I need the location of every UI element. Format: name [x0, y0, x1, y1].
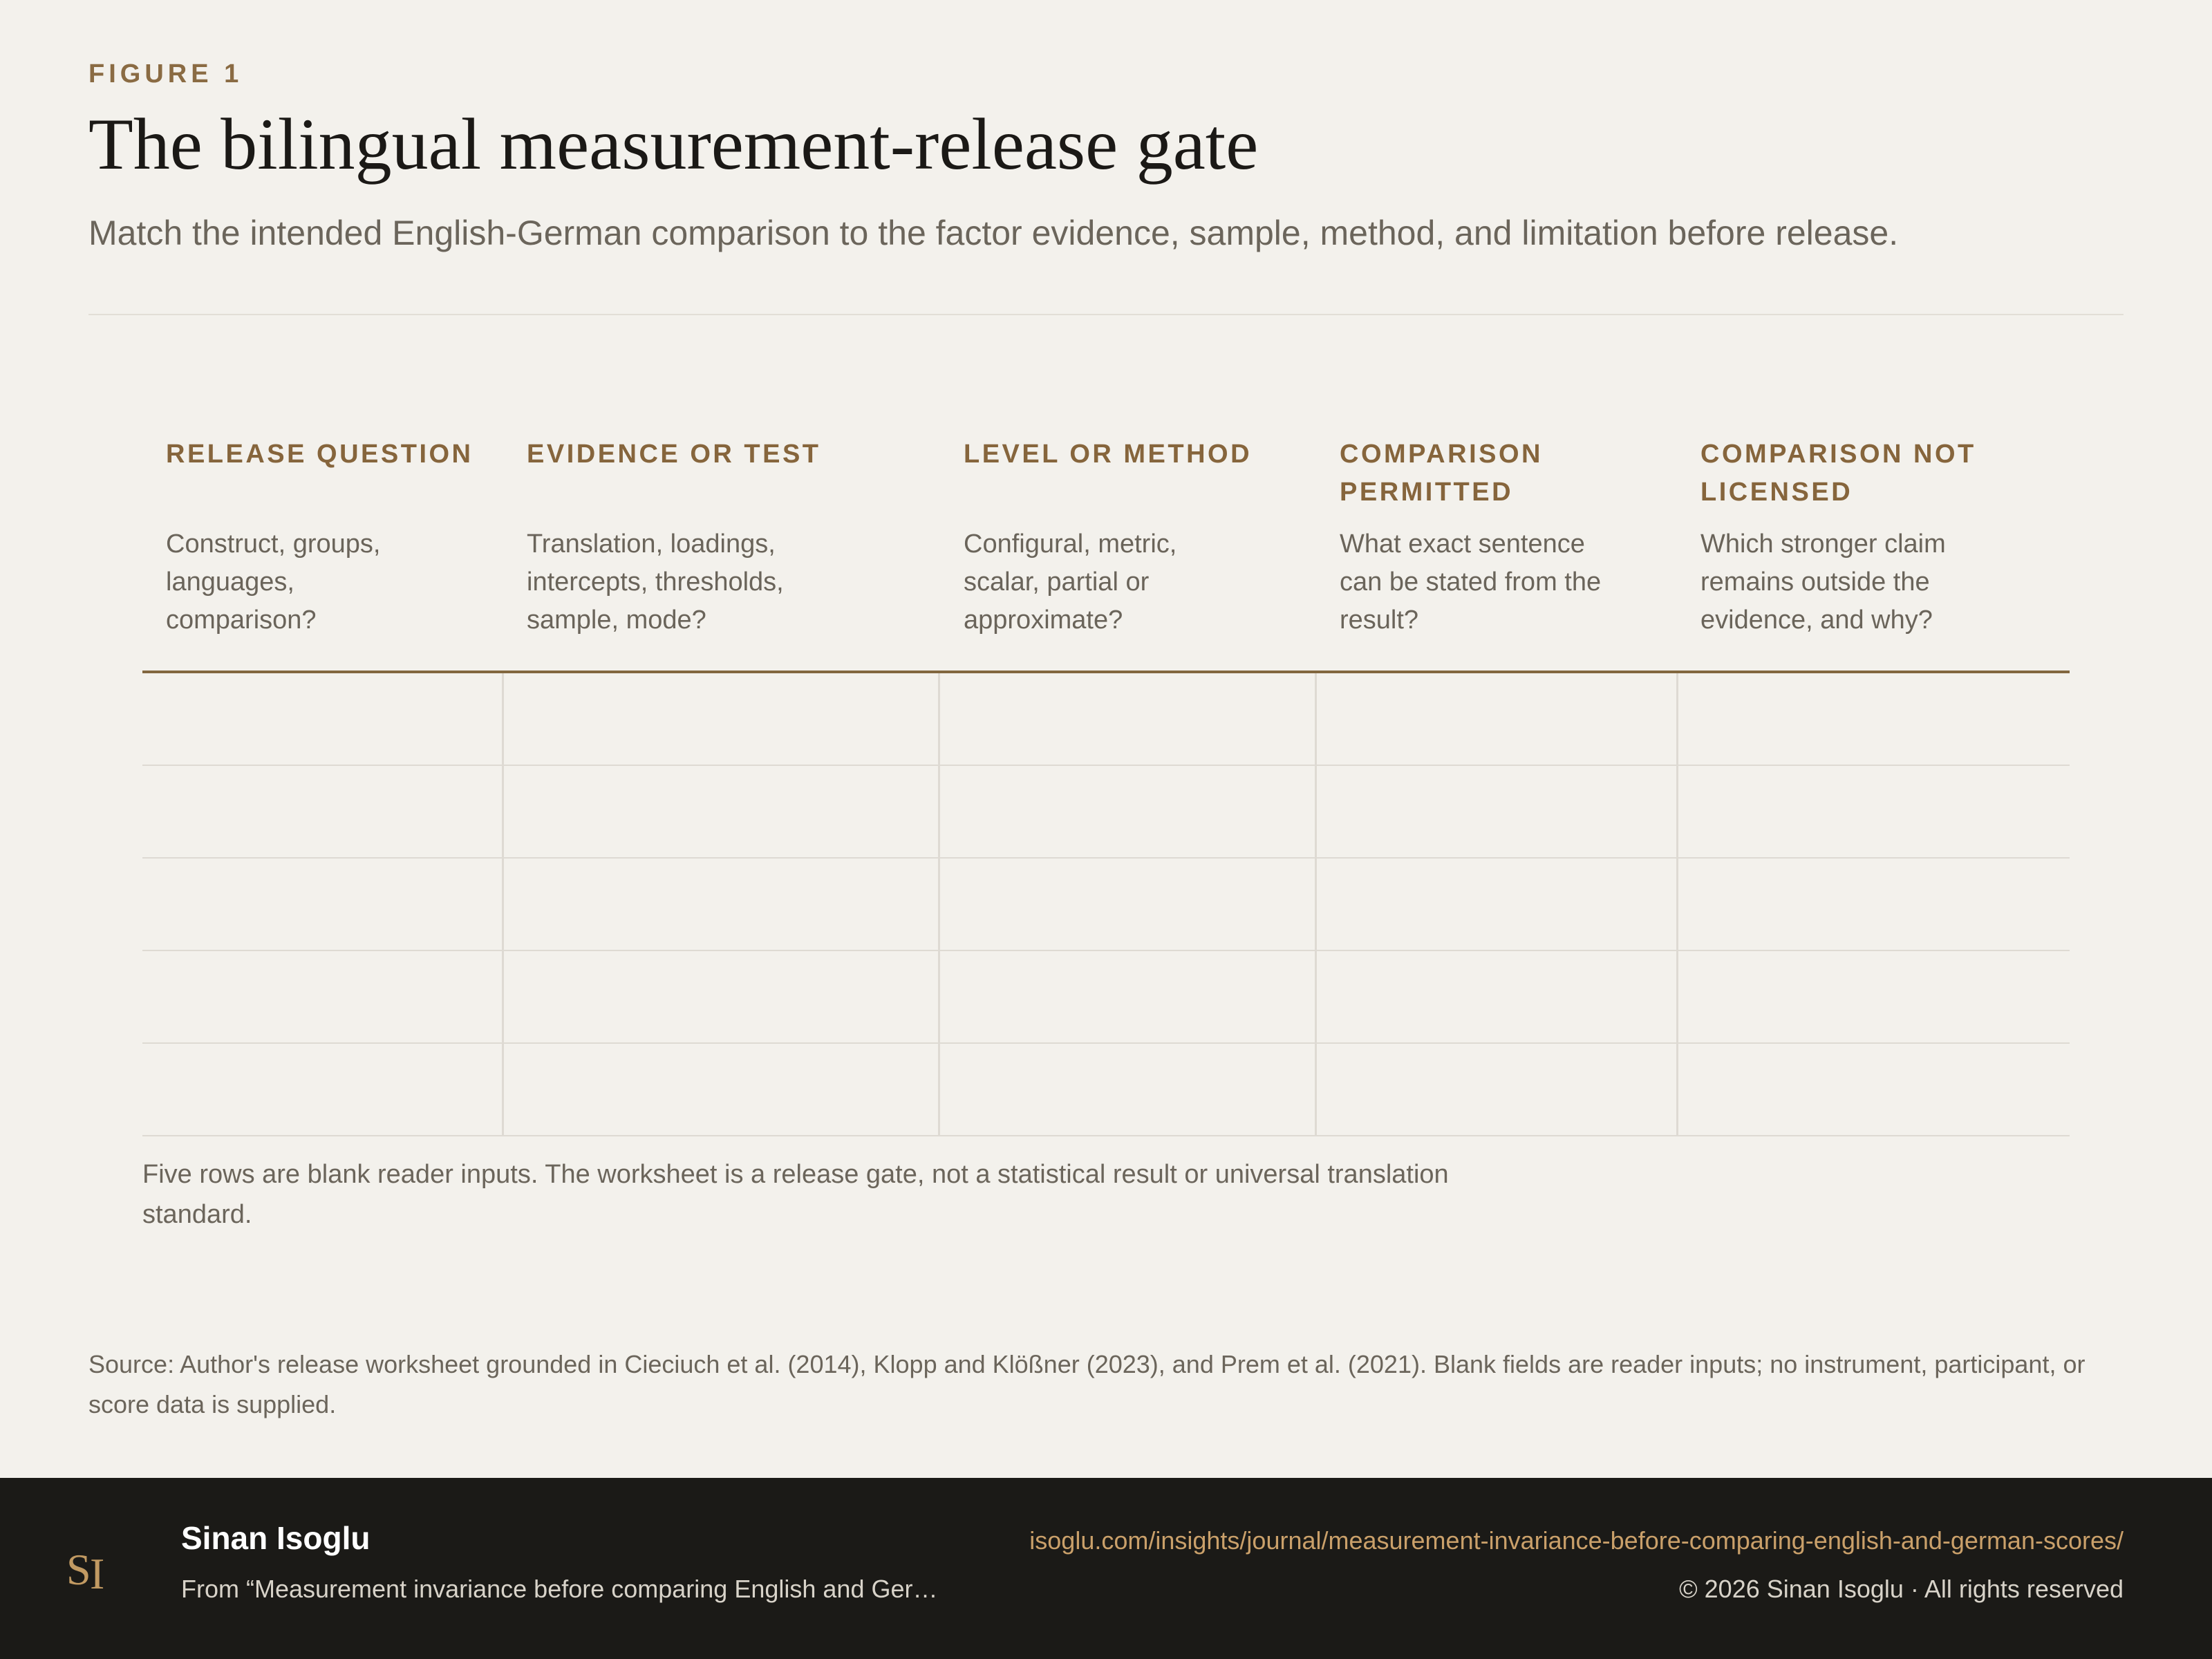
input-cell[interactable] — [142, 951, 504, 1044]
input-cell[interactable] — [940, 766, 1317, 859]
input-cell[interactable] — [1678, 766, 2070, 859]
column-label: COMPARISON PERMITTED — [1340, 440, 1543, 507]
worksheet-row — [142, 1044, 2070, 1136]
input-cell[interactable] — [142, 1044, 504, 1136]
input-cell[interactable] — [940, 951, 1317, 1044]
column-header-comparison-not-licensed — [1700, 435, 2005, 635]
input-cell[interactable] — [1317, 859, 1678, 951]
worksheet-row — [142, 766, 2070, 859]
input-cell[interactable] — [1678, 1044, 2070, 1136]
input-cell[interactable] — [142, 859, 504, 951]
article-reference: From “Measurement invariance before comparing English and Ger… — [181, 1575, 938, 1603]
input-cell[interactable] — [1317, 1044, 1678, 1136]
worksheet-note: Five rows are blank reader inputs. The worksheet is a release gate, not a statistical result or universal translation standard. — [142, 1160, 1449, 1229]
input-cell[interactable] — [504, 1044, 940, 1136]
column-prompt: Which stronger claim remains outside the evidence, and why? — [1700, 529, 1946, 635]
column-label: LEVEL OR METHOD — [964, 440, 1253, 469]
input-cell[interactable] — [504, 951, 940, 1044]
input-cell[interactable] — [142, 673, 504, 766]
column-header-evidence-or-test — [527, 435, 928, 635]
column-prompt: What exact sentence can be stated from the result? — [1340, 529, 1602, 635]
article-url-link[interactable]: isoglu.com/insights/journal/measurement-invariance-before-comparing-english-and-german-scores/ — [1029, 1526, 2124, 1555]
input-cell[interactable] — [1317, 951, 1678, 1044]
input-cell[interactable] — [1678, 951, 2070, 1044]
column-prompt: Construct, groups, languages, comparison? — [166, 529, 381, 635]
si-monogram-logo — [65, 1539, 120, 1601]
source-note: Source: Author's release worksheet grounded in Cieciuch et al. (2014), Klopp and Klößner (2023), and Prem et al. (2021). Blank fields are reader inputs; no instrument, participant, or score data is supplied. — [88, 1350, 2086, 1418]
figure-title: The bilingual measurement-release gate — [88, 104, 1259, 185]
input-cell[interactable] — [504, 766, 940, 859]
input-cell[interactable] — [1317, 673, 1678, 766]
column-label: EVIDENCE OR TEST — [527, 440, 821, 469]
input-cell[interactable] — [940, 673, 1317, 766]
input-cell[interactable] — [1317, 766, 1678, 859]
svg-text:I: I — [90, 1549, 105, 1598]
column-header-release-question — [166, 435, 498, 635]
input-cell[interactable] — [142, 766, 504, 859]
header-divider — [88, 314, 2124, 315]
figure-eyebrow: FIGURE 1 — [88, 59, 243, 88]
input-cell[interactable] — [1678, 859, 2070, 951]
column-header-level-or-method — [964, 435, 1295, 635]
worksheet-row — [142, 951, 2070, 1044]
worksheet-row — [142, 859, 2070, 951]
input-cell[interactable] — [504, 859, 940, 951]
svg-text:S: S — [66, 1545, 91, 1594]
column-label: RELEASE QUESTION — [166, 440, 474, 469]
input-cell[interactable] — [940, 859, 1317, 951]
input-cell[interactable] — [1678, 673, 2070, 766]
worksheet-row — [142, 673, 2070, 766]
column-label: COMPARISON NOT LICENSED — [1700, 440, 1976, 507]
author-name: Sinan Isoglu — [181, 1520, 371, 1556]
copyright-notice: © 2026 Sinan Isoglu · All rights reserved — [1679, 1575, 2124, 1603]
release-worksheet — [142, 415, 2070, 1138]
input-cell[interactable] — [940, 1044, 1317, 1136]
column-prompt: Translation, loadings, intercepts, thresholds, sample, mode? — [527, 529, 784, 635]
input-cell[interactable] — [504, 673, 940, 766]
figure-subtitle: Match the intended English-German comparison to the factor evidence, sample, method, and limitation before release. — [88, 214, 1899, 252]
column-prompt: Configural, metric, scalar, partial or approximate? — [964, 529, 1177, 635]
footer — [0, 1478, 2212, 1659]
column-header-comparison-permitted — [1340, 435, 1630, 635]
